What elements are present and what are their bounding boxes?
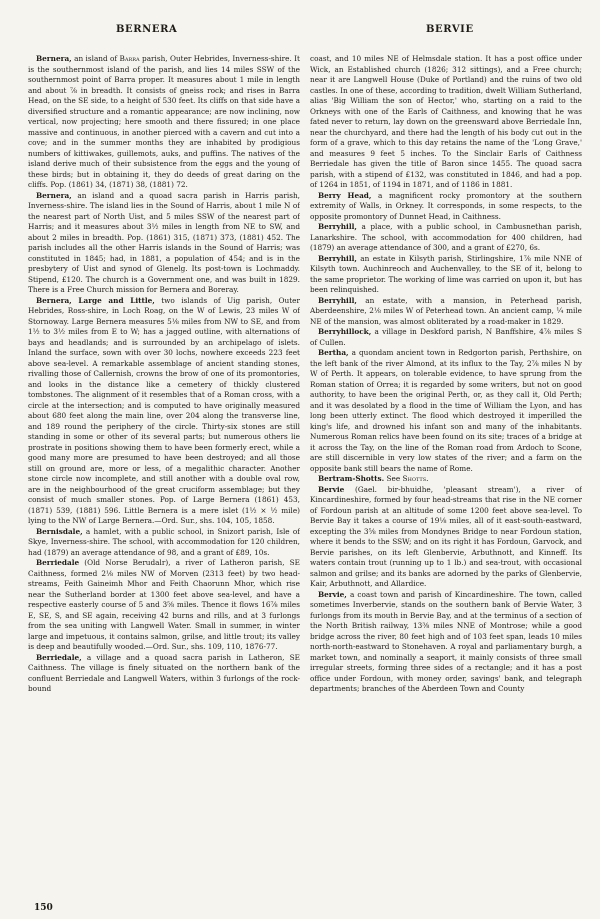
- header-right-term: BERVIE: [426, 24, 474, 35]
- entry-headword: Bervie: [318, 484, 345, 494]
- entry-cross-reference: Shotts: [402, 474, 427, 483]
- gazetteer-entry: [28, 191, 300, 296]
- entry-text: a village in Deskford parish, N Banffshire, 4⅞ miles S of Cullen.: [310, 327, 582, 347]
- entry-text: an island of: [71, 54, 120, 63]
- gazetteer-entry: [310, 590, 582, 695]
- entry-headword: Berryhillock,: [318, 327, 372, 336]
- entry-text: (Gael. bir-bhuidhe, 'pleasant stream'), a river of Kincardineshire, formed by four head-streams that rise in the NE corner of Fordoun parish at an altitude of some 1200 feet above sea-level. To Bervie Bay it takes a course of 19⅛ miles, all of it east-south-eastward, excepting the 3⅝ miles from Mondynes Bridge to near Fordoun station, where it bends to the SSW; and on its right it has Fordoun, Garvock, and Bervie parishes, on its left Glenbervie, Arbuthnott, and Kinneff. Its waters contain trout (running up to 1 lb.) and sea-trout, with occasional salmon and grilse; and its banks are adorned by the parks of Glenbervie, Kair, Arbuthnott, and Allardice.: [310, 484, 582, 588]
- gazetteer-entry: [310, 191, 582, 223]
- entry-text: a place, with a public school, in Cambusnethan parish, Lanarkshire. The school, with accommodation for 400 children, had (1879) an average attendance of 300, and a grant of £270, 6s.: [310, 222, 582, 252]
- gazetteer-entry: [310, 474, 582, 485]
- entry-headword: Berriedale: [36, 558, 80, 567]
- entry-text: (Old Norse Berudalr), a river of Latheron parish, SE Caithness, formed 2⅛ miles NW of Morven (2313 feet) by two head-streams, Feith Gaineimh Mhor and Feith Chaorunn Mhor, which rise near the Sutherland border at 1300 feet above sea-level, and have a respective easterly course of 5 and 3⅝ miles. Thence it flows 16⅞ miles E, SE, S, and SE again, receiving 42 burns and rills, and at 3 furlongs from the sea uniting with Langwell Water. Small in summer, in winter large and impetuous, it contains salmon, grilse, and little trout; its valley is deep and beautifully wooded.—Ord. Sur., shs. 109, 110, 1876-77.: [28, 558, 300, 651]
- entry-text: a quondam ancient town in Redgorton parish, Perthshire, on the left bank of the river Almond, at its influx to the Tay, 2⅞ miles N by W of Perth. It appears, on tolerable evidence, to have sprung from the Roman station of Orrea; it is regarded by some writers, but not on good authority, to have been the original Perth, or, as they call it, Old Perth; and it was desolated by a flood in the time of William the Lyon, and has long been utterly extinct. The flood which destroyed it imperilled the king's life, and drowned his infant son and many of the inhabitants. Numerous Roman relics have been found on its site; traces of a bridge at it across the Tay, on the line of the Roman road from Ardoch to Scone, are still discernible in very low states of the river; and a farm on the opposite bank still bears the name of Rome.: [310, 348, 582, 473]
- gazetteer-entry: [310, 222, 582, 254]
- entry-text: a hamlet, with a public school, in Snizort parish, Isle of Skye, Inverness-shire. The school, with accommodation for 120 children, had (1879) an average attendance of 98, and a grant of £89, 10s.: [28, 526, 300, 557]
- gazetteer-entry: [28, 54, 300, 191]
- header-left-term: BERNERA: [116, 24, 178, 35]
- entry-text: an estate, with a mansion, in Peterhead parish, Aberdeenshire, 2⅛ miles W of Peterhead town. An ancient camp, ¼ mile NE of the mansion, was almost obliterated by a road-maker in 1829.: [310, 295, 582, 326]
- gazetteer-entry: [28, 527, 300, 559]
- entry-headword: Bernera,: [36, 190, 72, 200]
- entry-text: an estate in Kilsyth parish, Stirlingshire, 1⅞ mile NNE of Kilsyth town. Auchinreoch and Auchenvalley, to the SE of it, belong to the same proprietor. The working of lime was carried on upon it, but has been relinquished.: [310, 253, 582, 294]
- entry-headword: Bernera,: [36, 54, 72, 63]
- entry-text: coast, and 10 miles NE of Helmsdale station. It has a post office under Wick, an Established church (1826; 312 sittings), and a Free church; near it are Langwell House (Duke of Portland) and the ruins of two old castles. In one of these, according to tradition, dwelt William Sutherland, alias 'Big William the son of Hector,' who, starting on a raid to the Orkneys with one of the Earls of Caithness, and knowing that he was fated never to return, lay down on the greensward above Berriedale Inn, near the churchyard, and there had the length of his body cut out in the form of a grave, which to this day retains the name of the 'Long Grave,' and measures 9 feet 5 inches. To the Sinclair Earls of Caithness Berriedale has given the title of Baron since 1455. The quoad sacra parish, with a stipend of £132, was constituted in 1846, and had a pop. of 1264 in 1851, of 1194 in 1871, and of 1186 in 1881.: [310, 54, 582, 189]
- entry-text: See: [384, 474, 403, 483]
- gazetteer-entry: [28, 296, 300, 527]
- entry-headword: Bertha,: [318, 348, 349, 357]
- right-column: [310, 54, 582, 906]
- entry-text-continued: .: [426, 474, 429, 483]
- gazetteer-entry: [28, 653, 300, 695]
- entry-headword: Bernisdale,: [36, 526, 83, 536]
- running-header: [0, 24, 600, 38]
- entry-headword: Bernera, Large and Little,: [36, 295, 155, 305]
- gazetteer-entry: [310, 327, 582, 348]
- page-number: 150: [34, 903, 53, 913]
- gazetteer-entry: [310, 485, 582, 590]
- gazetteer-entry: [310, 296, 582, 328]
- gazetteer-entry: [310, 254, 582, 296]
- gazetteer-entry: [310, 54, 582, 191]
- entry-text: two islands of Uig parish, Outer Hebrides, Ross-shire, in Loch Roag, on the W of Lewis, 23 miles W of Stornoway. Large Bernera measures 5⅛ miles from NW to SE, and from 1½ to 3½ miles from E to W; has a jagged outline, with alternations of bays and headlands; and is surrounded by an archipelago of islets. Inland the surface, sown with over 30 lochs, nowhere exceeds 223 feet above sea-level. A remarkable assemblage of ancient standing stones, rivalling those of Callernish, crowns the brow of one of its promontories, and looks in the distance like a cemetery of thickly clustered tombstones. The alignment of it resembles that of a Roman cross, with a circle at the intersection; and is computed to have originally measured about 680 feet along the main line, over 204 along the transverse line, and 189 round the periphery of the circle. Thirty-six stones are still standing in some or other of its several parts; but numerous others lie prostrate in positions showing them to have been formerly erect, while a good many more are presumed to have been destroyed; and all those still on ground are, more or less, of a megalithic character. Another stone circle now incomplete, and still another with a double oval row, are in the neighbourhood of the great cruciform assemblage; but they consist of much smaller stones. Pop. of Large Bernera (1861) 453, (1871) 539, (1881) 596. Little Bernera is a mere islet (1½ × ½ mile) lying to the NW of Large Bernera.—Ord. Sur., shs. 104, 105, 1858.: [28, 295, 300, 525]
- entry-headword: Berriedale,: [36, 652, 82, 662]
- left-column: [28, 54, 300, 906]
- entry-headword: Berryhill,: [318, 222, 357, 231]
- entry-text: a coast town and parish of Kincardineshire. The town, called sometimes Inverbervie, stands on the southern bank of Bervie Water, 3 furlongs from its mouth in Bervie Bay, and at the terminus of a section of the North British railway, 13⅜ miles NNE of Montrose; while a good bridge across the river, 80 feet high and of 103 feet span, leads 10 miles north-north-eastward to Stonehaven. A royal and parliamentary burgh, a market town, and nominally a seaport, it mainly consists of three small irregular streets, forming three sides of a rectangle; and it has a post office under Fordoun, with money order, savings' bank, and telegraph departments; branches of the Aberdeen Town and County: [310, 589, 582, 693]
- entry-headword: Bertram-Shotts.: [318, 474, 385, 483]
- gazetteer-entry: [310, 348, 582, 474]
- entry-headword: Berry Head,: [318, 190, 372, 200]
- entry-text: a magnificent rocky promontory at the southern extremity of Walls, in Orkney. It corresponds, in some respects, to the opposite promontory of Dunnet Head, in Caithness.: [310, 190, 582, 221]
- gazetteer-entry: [28, 558, 300, 653]
- entry-headword: Berryhill,: [318, 253, 357, 263]
- entry-text: a village and a quoad sacra parish in Latheron, SE Caithness. The village is finely situated on the northern bank of the confluent Berriedale and Langwell Waters, within 3 furlongs of the rock-bound: [28, 652, 300, 693]
- entry-text: an island and a quoad sacra parish in Harris parish, Inverness-shire. The island lies in the Sound of Harris, about 1 mile N of the nearest part of North Uist, and 5 miles SSW of the nearest part of Harris; and it measures about 3½ miles in length from NE to SW, and about 2 miles in breadth. Pop. (1861) 315, (1871) 373, (1881) 452. The parish includes all the other Harris islands in the Sound of Harris; was constituted in 1845; had, in 1881, a population of 454; and is in the presbytery of Uist and synod of Glenelg. Its post-town is Lochmaddy. Stipend, £120. The church is a Government one, and was built in 1829. There is a Free Church mission for Bernera and Boreray.: [28, 190, 300, 294]
- entry-cross-reference: Barra: [119, 54, 140, 63]
- entry-text-continued: parish, Outer Hebrides, Inverness-shire. It is the southernmost island of the parish, and lies 14 miles SSW of the southernmost point of Barra proper. It measures about 1 mile in length and about ⅞ in breadth. It consists of gneiss rock; and rises in Barra Head, on the SE side, to a height of 530 feet. Its cliffs on that side have a diversified structure and a romantic appearance; are now inclining, now vertical, now projecting; here smooth and there fissured; in one place massive and continuous, in another pierced with a cavern and cut into a cove; and in the summer months they are inhabited by prodigious numbers of kittiwakes, guillemots, auks, and puffins. The natives of the island derive much of their subsistence from the eggs and the young of these birds; but in obtaining it, they do deeds of great daring on the cliffs. Pop. (1861) 34, (1871) 38, (1881) 72.: [28, 54, 300, 189]
- entry-headword: Bervie,: [318, 589, 347, 599]
- entry-headword: Berryhill,: [318, 295, 357, 305]
